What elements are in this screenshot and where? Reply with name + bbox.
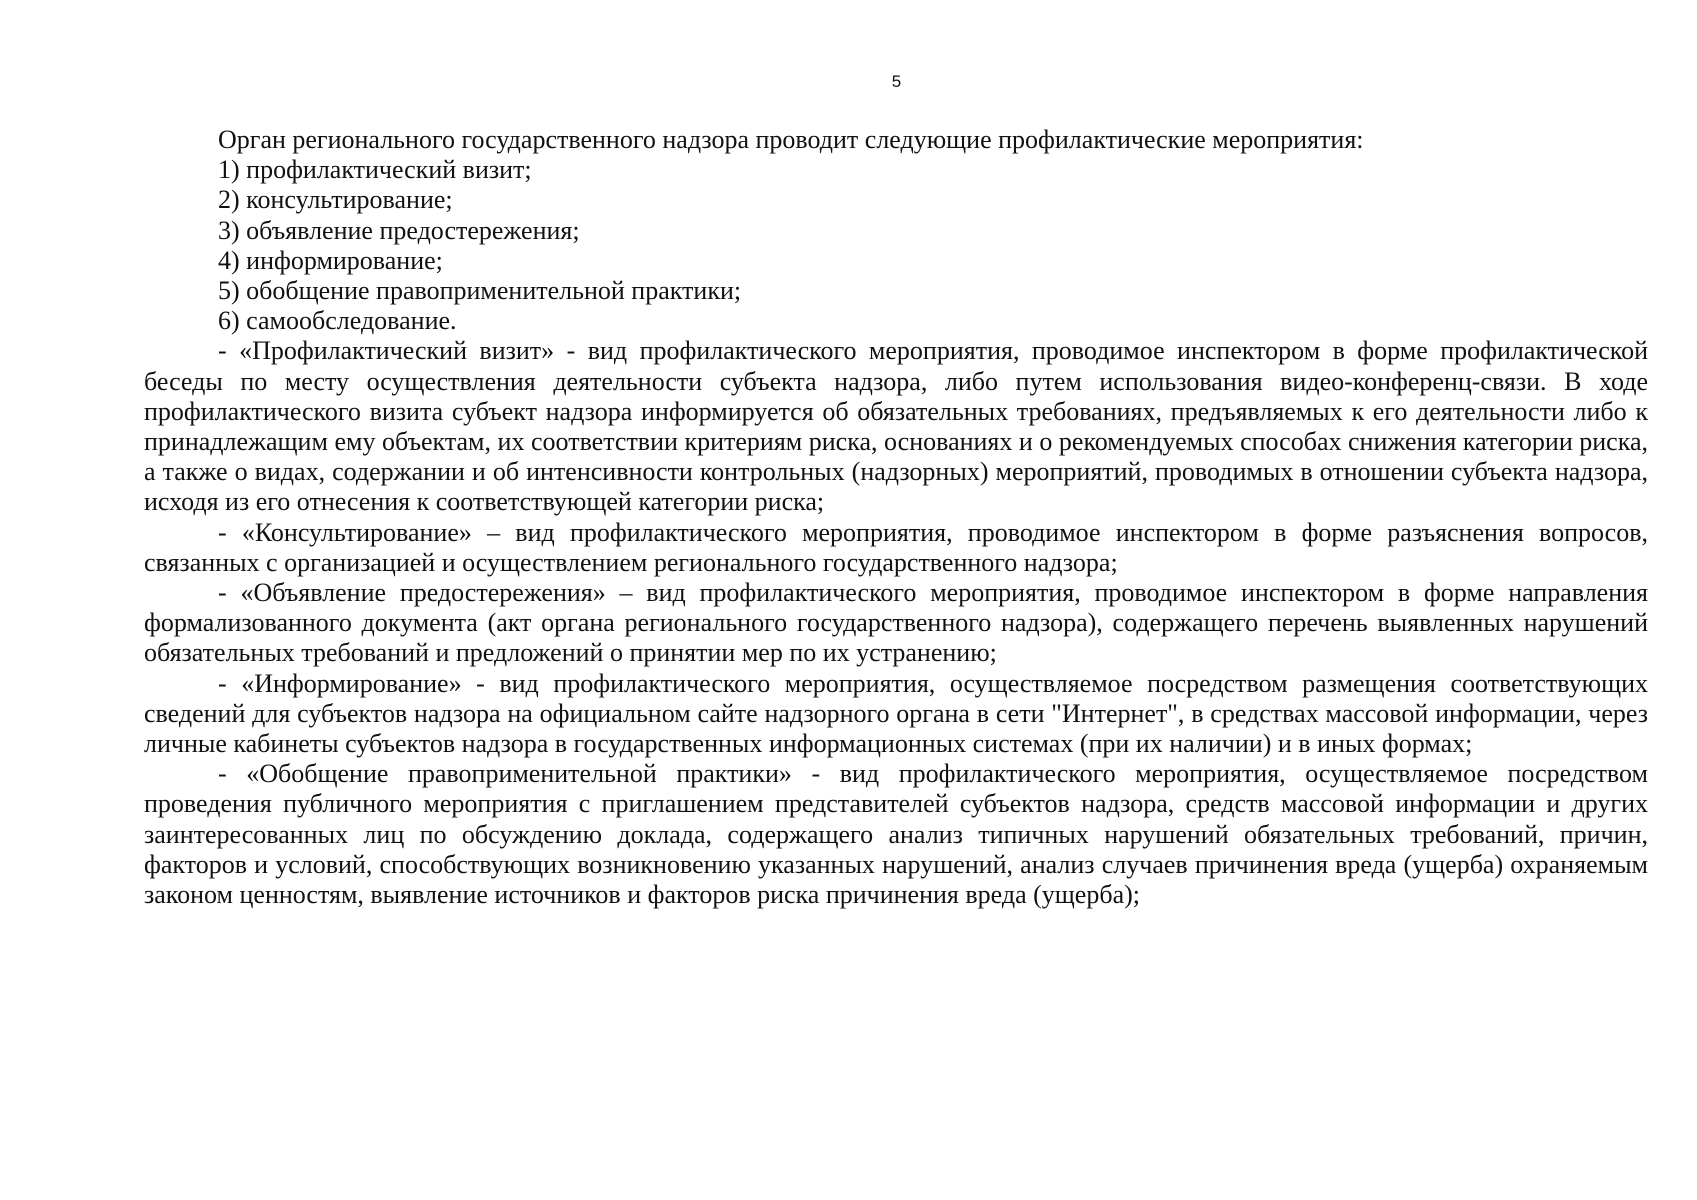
list-item: 2) консультирование; bbox=[218, 185, 453, 215]
intro-paragraph: Орган регионального государственного надзора проводит следующие профилактические мероприятия: bbox=[218, 125, 1364, 154]
definition-informing: - «Информирование» - вид профилактического мероприятия, осуществляемое посредством размещения соответствующих сведений для субъектов надзора на официальном сайте надзорного органа в сети "Интернет", в средствах массовой информации, через личные кабинеты субъектов надзора в государственных информационных системах (при их наличии) и в иных формах; bbox=[144, 668, 1648, 759]
definition-profilactic-visit: - «Профилактический визит» - вид профилактического мероприятия, проводимое инспектором в форме профилактической беседы по месту осуществления деятельности субъекта надзора, либо путем использования видео-конференц-связи. В ходе профилактического визита субъект надзора информируется об обязательных требованиях, предъявляемых к его деятельности либо к принадлежащим ему объектам, их соответствии критериям риска, основаниях и о рекомендуемых способах снижения категории риска, а также о видах, содержании и об интенсивности контрольных (надзорных) мероприятий, проводимых в отношении субъекта надзора, исходя из его отнесения к соответствующей категории риска; bbox=[144, 336, 1648, 517]
list-item: 6) самообследование. bbox=[218, 306, 457, 336]
list-item: 3) объявление предостережения; bbox=[218, 215, 580, 245]
list-item: 1) профилактический визит; bbox=[218, 155, 532, 185]
definition-consulting: - «Консультирование» – вид профилактического мероприятия, проводимое инспектором в форме разъяснения вопросов, связанных с организацией и осуществлением регионального государственного надзора; bbox=[144, 517, 1648, 577]
list-item: 4) информирование; bbox=[218, 245, 443, 275]
document-body bbox=[144, 125, 1648, 910]
measures-list bbox=[144, 155, 1648, 336]
definition-practice-summary: - «Обобщение правоприменительной практики» - вид профилактического мероприятия, осуществляемое посредством проведения публичного мероприятия с приглашением представителей субъектов надзора, средств массовой информации и других заинтересованных лиц по обсуждению доклада, содержащего анализ типичных нарушений обязательных требований, причин, факторов и условий, способствующих возникновению указанных нарушений, анализ случаев причинения вреда (ущерба) охраняемым законом ценностям, выявление источников и факторов риска причинения вреда (ущерба); bbox=[144, 759, 1648, 910]
page-number: 5 bbox=[891, 72, 902, 91]
list-item: 5) обобщение правоприменительной практики; bbox=[218, 276, 742, 306]
definition-warning: - «Объявление предостережения» – вид профилактического мероприятия, проводимое инспектором в форме направления формализованного документа (акт органа регионального государственного надзора), содержащего перечень выявленных нарушений обязательных требований и предложений о принятии мер по их устранению; bbox=[144, 578, 1648, 668]
